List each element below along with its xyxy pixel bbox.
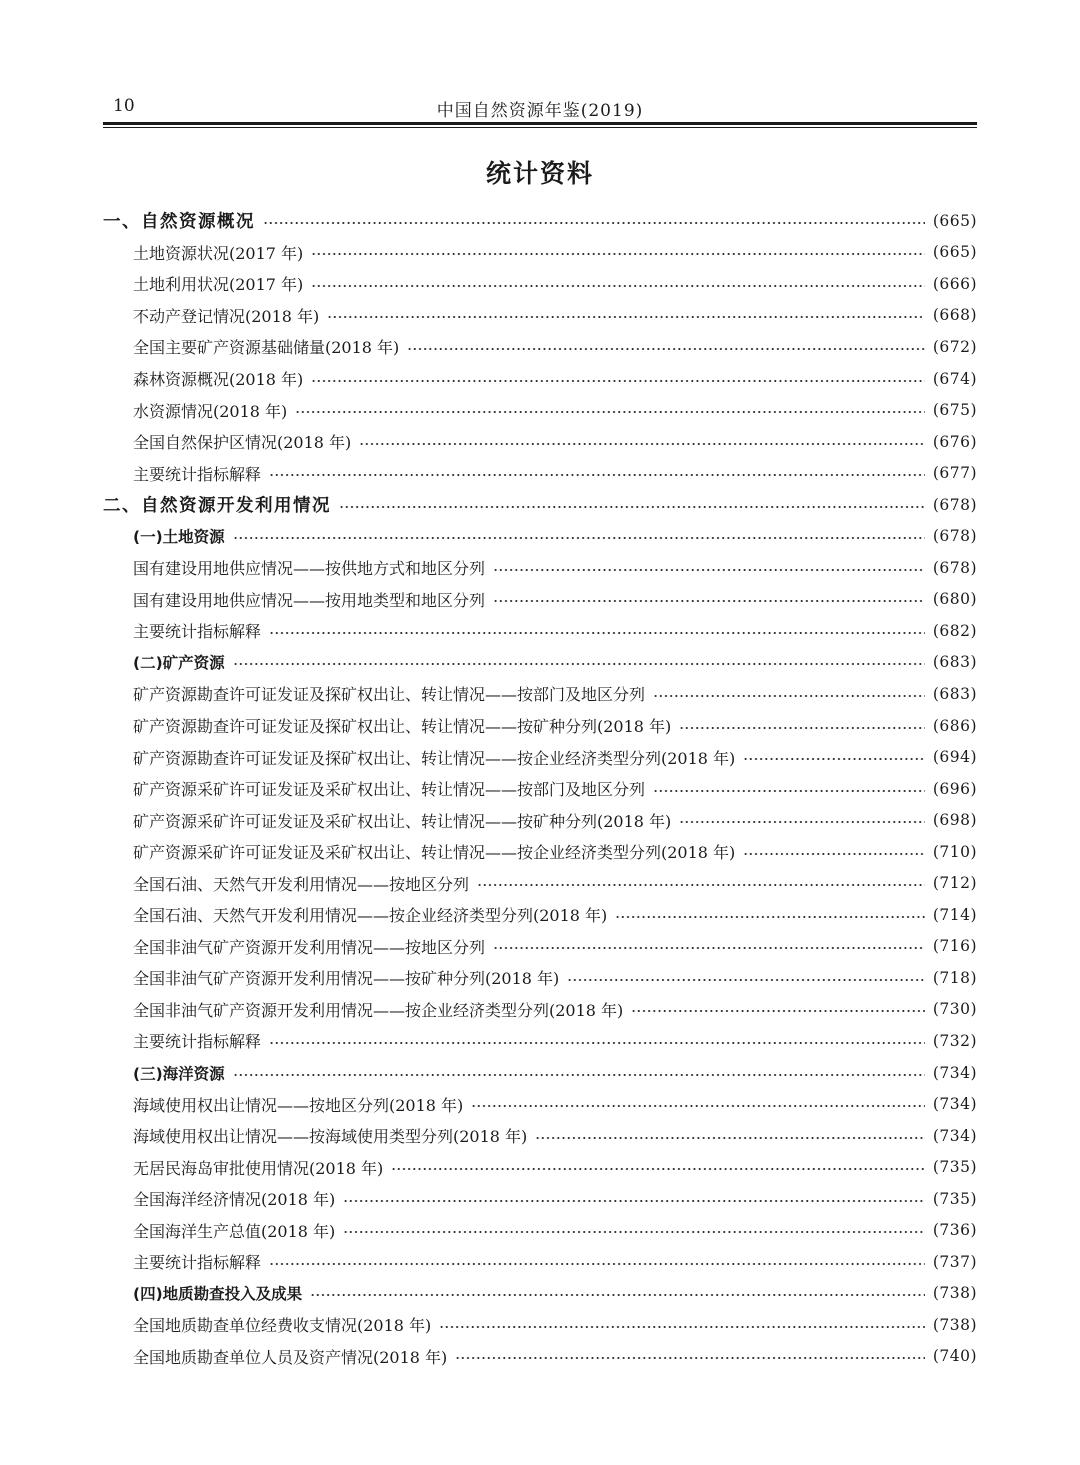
table-of-contents	[103, 205, 977, 1372]
toc-entry-page: (696)	[932, 779, 977, 798]
toc-entry-title: 全国海洋经济情况(2018 年)	[133, 1190, 336, 1210]
toc-subsection[interactable]	[103, 647, 977, 679]
toc-entry[interactable]	[103, 615, 977, 647]
dot-leader	[295, 411, 925, 413]
dot-leader	[653, 790, 925, 792]
toc-entry-title: 全国海洋生产总值(2018 年)	[133, 1221, 336, 1241]
dot-leader	[233, 663, 925, 665]
section-title: 统计资料	[485, 159, 594, 188]
toc-entry-title: 全国石油、天然气开发利用情况——按地区分列	[133, 874, 470, 894]
toc-entry-page: (683)	[932, 653, 977, 672]
toc-entry[interactable]	[103, 300, 977, 332]
toc-entry[interactable]	[103, 804, 977, 836]
toc-entry-page: (734)	[932, 1126, 977, 1145]
toc-entry[interactable]	[103, 1088, 977, 1120]
toc-chapter[interactable]	[103, 489, 977, 521]
dot-leader	[269, 1042, 925, 1044]
toc-entry-page: (678)	[932, 527, 977, 546]
toc-entry[interactable]	[103, 931, 977, 963]
dot-leader	[343, 1200, 925, 1202]
toc-entry-title: 无居民海岛审批使用情况(2018 年)	[133, 1158, 384, 1178]
toc-entry-title: 矿产资源采矿许可证发证及采矿权出让、转让情况——按矿种分列(2018 年)	[133, 811, 672, 831]
dot-leader	[311, 253, 925, 255]
toc-entry-title: 矿产资源采矿许可证发证及采矿权出让、转让情况——按企业经济类型分列(2018 年)	[133, 843, 736, 863]
toc-entry[interactable]	[103, 237, 977, 269]
toc-entry-page: (740)	[932, 1347, 977, 1366]
toc-entry-title: 海域使用权出让情况——按地区分列(2018 年)	[133, 1095, 464, 1115]
toc-entry-page: (718)	[932, 968, 977, 987]
page-number: 10	[113, 96, 135, 116]
toc-chapter[interactable]	[103, 205, 977, 237]
book-title: 中国自然资源年鉴(2019)	[436, 101, 644, 121]
toc-entry-page: (683)	[932, 684, 977, 703]
toc-entry-title: 全国非油气矿产资源开发利用情况——按地区分列	[133, 937, 486, 957]
toc-entry[interactable]	[103, 1309, 977, 1341]
toc-entry[interactable]	[103, 268, 977, 300]
toc-entry-page: (736)	[932, 1221, 977, 1240]
dot-leader	[359, 443, 925, 445]
dot-leader	[263, 222, 925, 224]
toc-entry-page: (675)	[932, 401, 977, 420]
toc-entry[interactable]	[103, 773, 977, 805]
dot-leader	[679, 821, 925, 823]
toc-entry-title: 全国地质勘查单位人员及资产情况(2018 年)	[133, 1347, 448, 1367]
toc-entry[interactable]	[103, 962, 977, 994]
toc-entry[interactable]	[103, 994, 977, 1026]
dot-leader	[391, 1168, 925, 1170]
toc-entry-page: (738)	[932, 1284, 977, 1303]
toc-entry-title: (二)矿产资源	[133, 654, 225, 673]
toc-entry-title: 全国主要矿产资源基础储量(2018 年)	[133, 338, 400, 358]
dot-leader	[471, 1105, 925, 1107]
toc-entry-title: 土地资源状况(2017 年)	[133, 243, 304, 263]
toc-entry[interactable]	[103, 457, 977, 489]
toc-entry-page: (698)	[932, 811, 977, 830]
toc-entry[interactable]	[103, 741, 977, 773]
toc-entry-title: 森林资源概况(2018 年)	[133, 370, 304, 389]
dot-leader	[653, 695, 925, 697]
toc-entry-title: 不动产登记情况(2018 年)	[133, 306, 320, 326]
dot-leader	[339, 506, 925, 508]
header-rule-thick	[103, 122, 977, 125]
dot-leader	[679, 727, 925, 729]
toc-entry-title: 主要统计指标解释	[133, 622, 262, 642]
toc-entry-page: (734)	[932, 1095, 977, 1114]
dot-leader	[493, 569, 925, 571]
toc-entry-page: (738)	[932, 1315, 977, 1334]
toc-entry-page: (710)	[932, 842, 977, 861]
dot-leader	[439, 1326, 925, 1328]
toc-entry-title: 主要统计指标解释	[133, 464, 262, 484]
toc-entry-page: (674)	[932, 369, 977, 388]
toc-entry-title: (一)土地资源	[133, 528, 225, 547]
toc-entry[interactable]	[103, 710, 977, 742]
dot-leader	[455, 1357, 925, 1359]
toc-entry[interactable]	[103, 1341, 977, 1373]
dot-leader	[233, 537, 925, 539]
toc-entry[interactable]	[103, 1025, 977, 1057]
dot-leader	[743, 758, 925, 760]
toc-entry[interactable]	[103, 1215, 977, 1247]
toc-entry-title: 全国石油、天然气开发利用情况——按企业经济类型分列(2018 年)	[133, 906, 608, 926]
toc-entry[interactable]	[103, 584, 977, 616]
toc-entry-page: (686)	[932, 716, 977, 735]
toc-entry[interactable]	[103, 1151, 977, 1183]
toc-entry-title: 土地利用状况(2017 年)	[133, 275, 304, 295]
toc-entry-page: (678)	[932, 495, 977, 514]
toc-entry[interactable]	[103, 1183, 977, 1215]
toc-entry-title: 水资源情况(2018 年)	[133, 401, 288, 421]
dot-leader	[310, 1294, 925, 1296]
toc-entry-title: 海域使用权出让情况——按海域使用类型分列(2018 年)	[133, 1127, 528, 1147]
dot-leader	[535, 1137, 925, 1139]
toc-subsection[interactable]	[103, 1057, 977, 1089]
toc-entry-title: 二、自然资源开发利用情况	[103, 496, 331, 517]
toc-entry-page: (665)	[932, 243, 977, 262]
dot-leader	[269, 1263, 925, 1265]
dot-leader	[743, 853, 925, 855]
toc-entry-page: (694)	[932, 748, 977, 767]
dot-leader	[615, 916, 925, 918]
toc-entry-page: (668)	[932, 306, 977, 325]
dot-leader	[311, 285, 925, 287]
dot-leader	[477, 884, 925, 886]
toc-entry-page: (735)	[932, 1158, 977, 1177]
toc-entry-title: 全国自然保护区情况(2018 年)	[133, 433, 352, 453]
dot-leader	[567, 979, 925, 981]
toc-entry[interactable]	[103, 836, 977, 868]
toc-entry-page: (735)	[932, 1189, 977, 1208]
header-rule-thin	[103, 127, 977, 128]
page-header	[103, 92, 977, 122]
toc-entry-title: 全国地质勘查单位经费收支情况(2018 年)	[133, 1316, 432, 1336]
toc-entry[interactable]	[103, 678, 977, 710]
dot-leader	[407, 348, 925, 350]
toc-entry-title: 国有建设用地供应情况——按用地类型和地区分列	[133, 590, 486, 610]
toc-entry-title: 国有建设用地供应情况——按供地方式和地区分列	[133, 559, 486, 579]
toc-entry-page: (737)	[932, 1252, 977, 1271]
toc-entry-title: 矿产资源采矿许可证发证及采矿权出让、转让情况——按部门及地区分列	[133, 780, 646, 800]
toc-entry-title: 主要统计指标解释	[133, 1032, 262, 1052]
toc-entry-title: 矿产资源勘查许可证发证及探矿权出让、转让情况——按企业经济类型分列(2018 年)	[133, 748, 736, 768]
toc-entry-title: 矿产资源勘查许可证发证及探矿权出让、转让情况——按矿种分列(2018 年)	[133, 717, 672, 737]
dot-leader	[269, 474, 925, 476]
toc-entry[interactable]	[103, 363, 977, 395]
toc-entry-title: 全国非油气矿产资源开发利用情况——按企业经济类型分列(2018 年)	[133, 1000, 624, 1020]
dot-leader	[233, 1074, 925, 1076]
dot-leader	[343, 1231, 925, 1233]
dot-leader	[327, 316, 925, 318]
toc-entry-title: (三)海洋资源	[133, 1064, 225, 1083]
toc-entry-title: 主要统计指标解释	[133, 1253, 262, 1273]
toc-entry[interactable]	[103, 331, 977, 363]
toc-entry-page: (678)	[932, 558, 977, 577]
toc-entry-page: (680)	[932, 590, 977, 609]
toc-entry-page: (665)	[932, 211, 977, 230]
toc-entry-page: (712)	[932, 874, 977, 893]
toc-entry-page: (716)	[932, 937, 977, 956]
toc-subsection[interactable]	[103, 520, 977, 552]
toc-entry-page: (732)	[932, 1031, 977, 1050]
dot-leader	[311, 380, 925, 382]
toc-entry-title: 矿产资源勘查许可证发证及探矿权出让、转让情况——按部门及地区分列	[133, 685, 646, 705]
toc-entry-page: (676)	[932, 432, 977, 451]
toc-entry[interactable]	[103, 552, 977, 584]
toc-entry-page: (672)	[932, 337, 977, 356]
toc-entry-title: 全国非油气矿产资源开发利用情况——按矿种分列(2018 年)	[133, 969, 560, 989]
toc-entry-page: (682)	[932, 621, 977, 640]
toc-entry-title: 一、自然资源概况	[103, 212, 255, 233]
toc-entry[interactable]	[103, 899, 977, 931]
toc-entry[interactable]	[103, 1120, 977, 1152]
dot-leader	[493, 947, 925, 949]
toc-entry[interactable]	[103, 394, 977, 426]
toc-entry-page: (677)	[932, 464, 977, 483]
toc-entry-title: (四)地质勘查投入及成果	[133, 1285, 303, 1304]
toc-entry[interactable]	[103, 1246, 977, 1278]
toc-entry-page: (666)	[932, 274, 977, 293]
toc-entry[interactable]	[103, 426, 977, 458]
toc-entry[interactable]	[103, 867, 977, 899]
dot-leader	[269, 632, 925, 634]
dot-leader	[493, 600, 925, 602]
toc-entry-page: (730)	[932, 1000, 977, 1019]
dot-leader	[631, 1010, 925, 1012]
toc-entry-page: (714)	[932, 905, 977, 924]
toc-entry-page: (734)	[932, 1063, 977, 1082]
toc-subsection[interactable]	[103, 1278, 977, 1310]
